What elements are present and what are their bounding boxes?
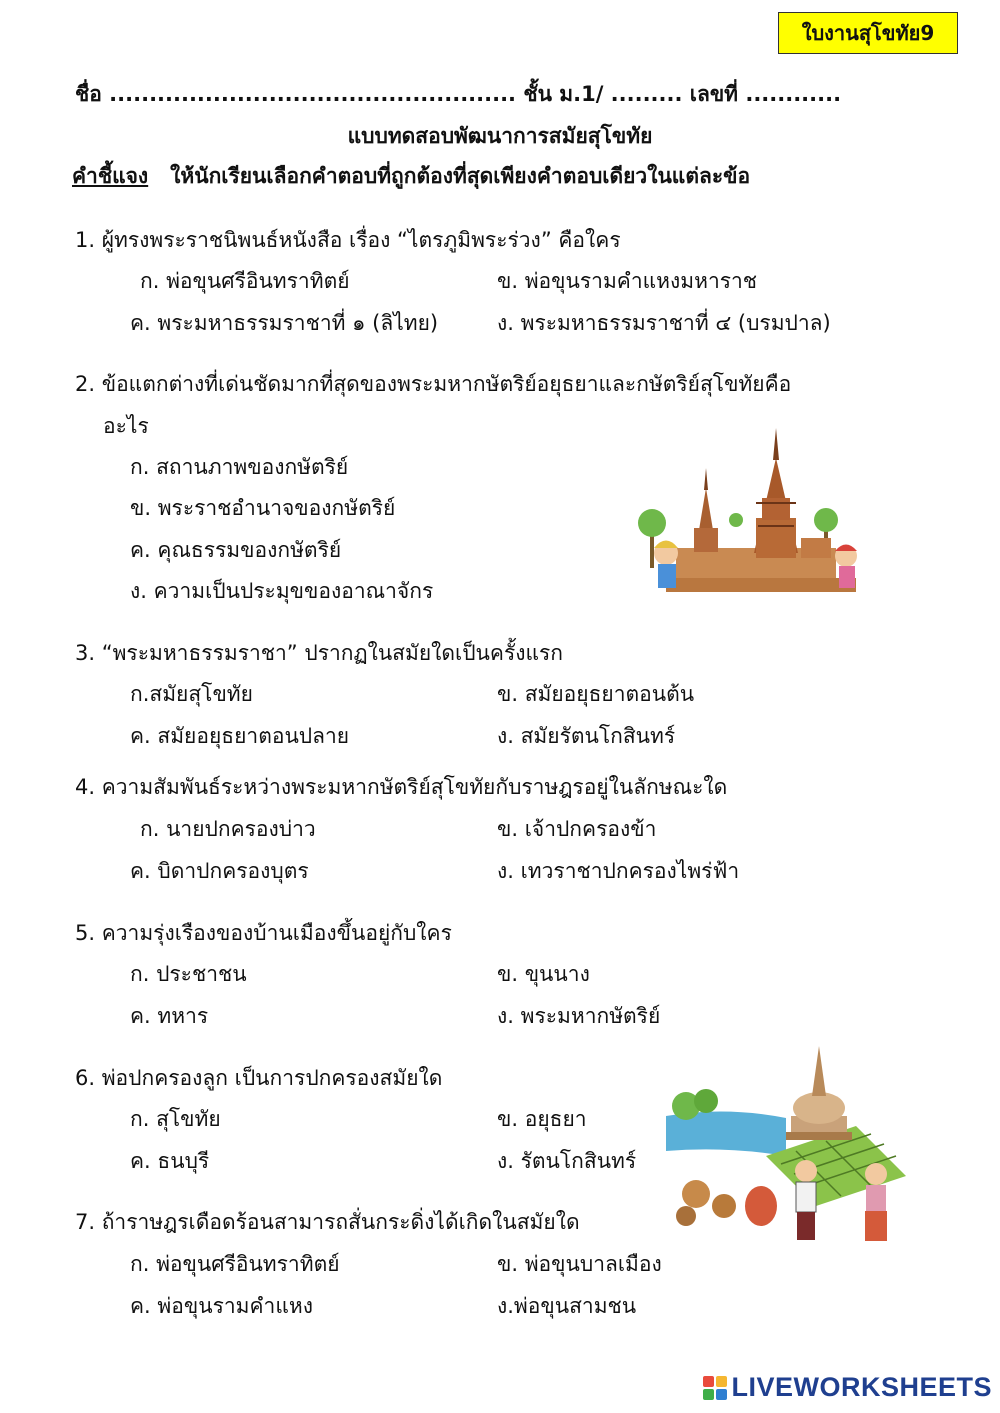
option-d[interactable]: ง. เทวราชาปกครองไพร่ฟ้า	[497, 859, 740, 883]
option-d[interactable]: ง. ความเป็นประมุขของอาณาจักร	[130, 579, 434, 603]
option-b[interactable]: ข. พ่อขุนรามคำแหงมหาราช	[497, 269, 758, 293]
instruction-label: คำชี้แจง	[72, 164, 149, 188]
option-a[interactable]: ก. ประชาชน	[130, 962, 247, 986]
option-d[interactable]: ง. พระมหาธรรมราชาที่ ๔ (บรมปาล)	[497, 311, 831, 335]
option-b[interactable]: ข. พ่อขุนบาลเมือง	[497, 1252, 662, 1276]
option-d[interactable]: ง. พระมหากษัตริย์	[497, 1004, 661, 1028]
option-a[interactable]: ก. นายปกครองบ่าว	[140, 817, 316, 841]
option-c[interactable]: ค. พระมหาธรรมราชาที่ ๑ (ลิไทย)	[130, 311, 439, 335]
question-text: 4. ความสัมพันธ์ระหว่างพระมหากษัตริย์สุโขทัยกับราษฎรอยู่ในลักษณะใด	[75, 775, 728, 799]
option-c[interactable]: ค. พ่อขุนรามคำแหง	[130, 1294, 313, 1318]
option-b[interactable]: ข. สมัยอยุธยาตอนต้น	[497, 682, 695, 706]
brand-text: LIVEWORKSHEETS	[731, 1372, 992, 1402]
question-text: 2. ข้อแตกต่างที่เด่นชัดมากที่สุดของพระมหากษัตริย์อยุธยาและกษัตริย์สุโขทัยคือ	[75, 372, 792, 396]
option-a[interactable]: ก. สุโขทัย	[130, 1107, 221, 1131]
question-text-continued: อะไร	[103, 414, 149, 438]
option-d[interactable]: ง. สมัยรัตนโกสินทร์	[497, 724, 676, 748]
option-d[interactable]: ง. รัตนโกสินทร์	[497, 1149, 637, 1173]
instruction	[72, 160, 750, 193]
temple-children-illustration	[636, 428, 868, 598]
option-a[interactable]: ก. พ่อขุนศรีอินทราทิตย์	[140, 269, 350, 293]
worksheet-tag: ใบงานสุโขทัย9	[778, 12, 958, 54]
option-c[interactable]: ค. ทหาร	[130, 1004, 209, 1028]
question-text: 7. ถ้าราษฎรเดือดร้อนสามารถสั่นกระดิ่งได้เกิดในสมัยใด	[75, 1210, 580, 1234]
option-c[interactable]: ค. คุณธรรมของกษัตริย์	[130, 538, 342, 562]
option-b[interactable]: ข. เจ้าปกครองข้า	[497, 817, 657, 841]
option-b[interactable]: ข. ขุนนาง	[497, 962, 590, 986]
option-a[interactable]: ก.สมัยสุโขทัย	[130, 682, 253, 706]
question-text: 6. พ่อปกครองลูก เป็นการปกครองสมัยใด	[75, 1066, 443, 1090]
liveworksheets-brand[interactable]	[703, 1372, 992, 1403]
option-a[interactable]: ก. สถานภาพของกษัตริย์	[130, 455, 349, 479]
option-b[interactable]: ข. พระราชอำนาจของกษัตริย์	[130, 496, 396, 520]
question-text: 1. ผู้ทรงพระราชนิพนธ์หนังสือ เรื่อง “ไตรภูมิพระร่วง” คือใคร	[75, 228, 621, 252]
name-class-number-line: ชื่อ ................................................... ชั้น ม.1/ ......... เลขที่ ............	[75, 82, 842, 106]
question-text: 3. “พระมหาธรรมราชา” ปรากฏในสมัยใดเป็นครั้งแรก	[75, 641, 564, 665]
option-b[interactable]: ข. อยุธยา	[497, 1107, 587, 1131]
option-c[interactable]: ค. สมัยอยุธยาตอนปลาย	[130, 724, 350, 748]
liveworksheets-logo-icon	[703, 1376, 727, 1400]
instruction-text: ให้นักเรียนเลือกคำตอบที่ถูกต้องที่สุดเพียงคำตอบเดียวในแต่ละข้อ	[170, 164, 751, 188]
option-a[interactable]: ก. พ่อขุนศรีอินทราทิตย์	[130, 1252, 340, 1276]
option-c[interactable]: ค. บิดาปกครองบุตร	[130, 859, 309, 883]
option-c[interactable]: ค. ธนบุรี	[130, 1149, 210, 1173]
question-text: 5. ความรุ่งเรืองของบ้านเมืองขึ้นอยู่กับใคร	[75, 921, 452, 945]
page-title: แบบทดสอบพัฒนาการสมัยสุโขทัย	[347, 124, 653, 148]
stupa-villagers-illustration	[666, 1046, 922, 1246]
option-d[interactable]: ง.พ่อขุนสามชน	[497, 1294, 637, 1318]
